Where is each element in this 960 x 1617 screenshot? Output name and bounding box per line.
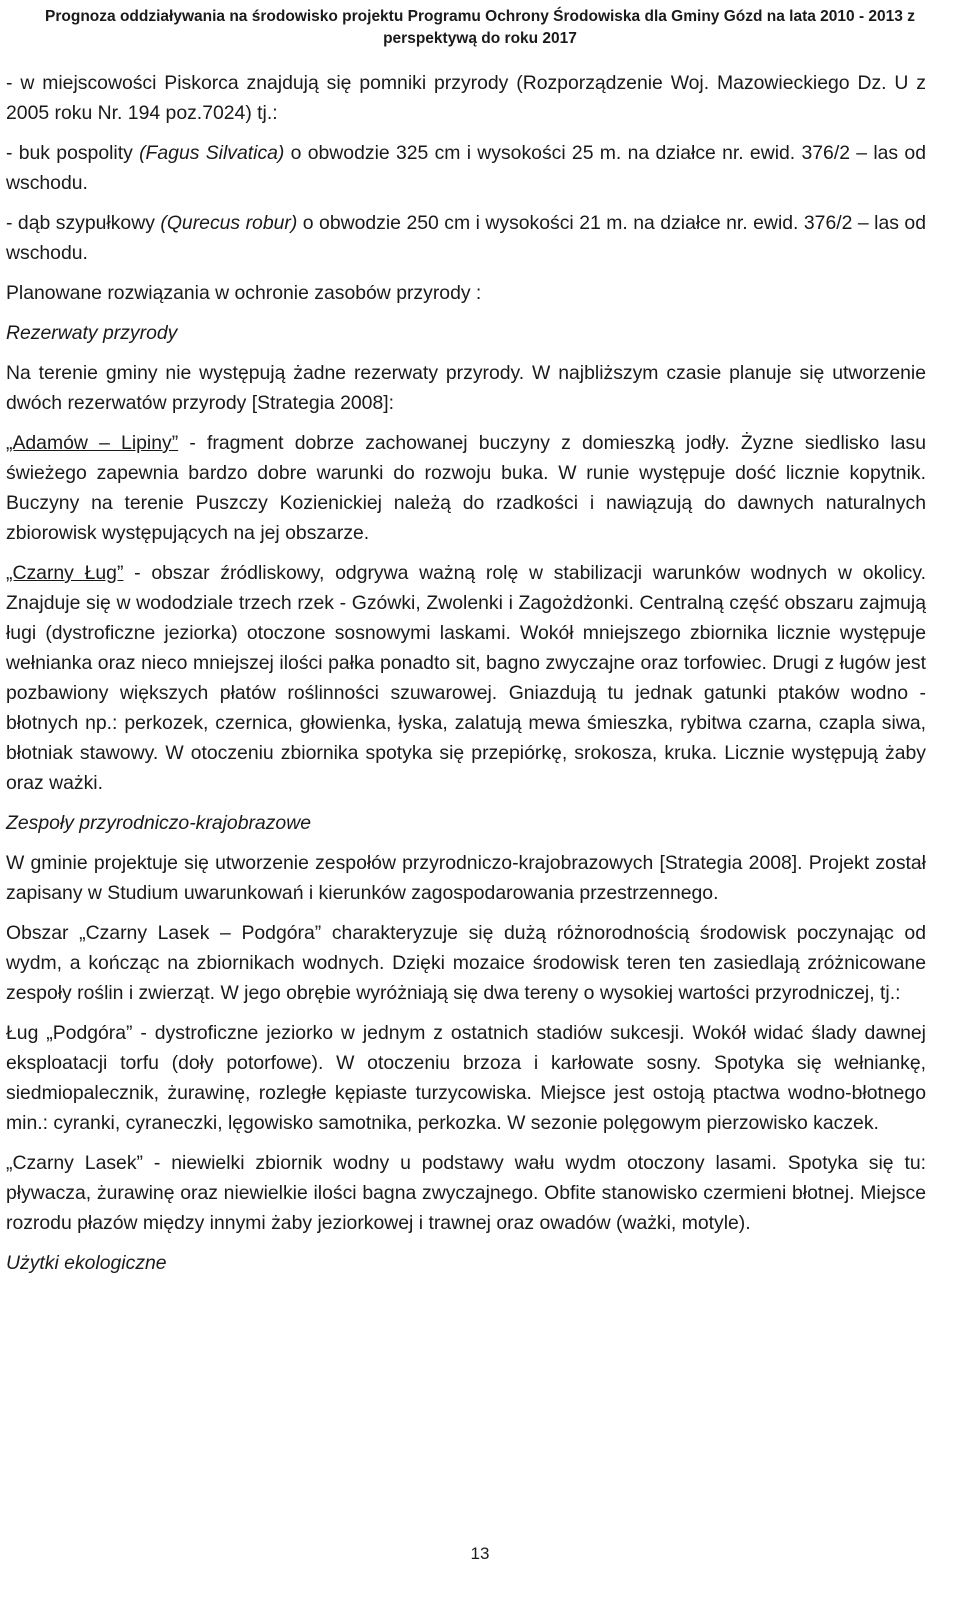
reserve-adamow-text: - fragment dobrze zachowanej buczyny z domieszką jodły. Żyzne siedlisko lasu świeżego zapewnia bardzo dobre warunki do rozwoju buka. W runie występuje dość licznie kopytnik. Buczyny na terenie Puszczy Kozienickiej należą do rzadkości i nawiązują do dawnych naturalnych zbiorowisk występujących na jej obszarze. <box>6 432 926 544</box>
complexes-paragraph-2: Obszar „Czarny Lasek – Podgóra” charakteryzuje się dużą różnorodnością środowisk poczynając od wydm, a kończąc na zbiornikach wodnych. Dzięki mozaice środowisk teren ten zasiedlają zróżnicowane zespoły roślin i zwierząt. W jego obrębie wyróżniają się dwa tereny o wysokiej wartości przyrodniczej, tj.: <box>6 922 926 1004</box>
page-content <box>6 68 926 1288</box>
header-line-2: perspektywą do roku 2017 <box>383 30 577 47</box>
monument-oak-latin: (Qurecus robur) <box>160 212 298 234</box>
monument-beech <box>6 138 926 198</box>
reserve-czarny-lug-name: „Czarny Ług” <box>6 562 124 584</box>
monument-oak-prefix: - dąb szypułkowy <box>6 212 161 234</box>
page-number: 13 <box>470 1544 490 1563</box>
complexes-paragraph-1: W gminie projektuje się utworzenie zespołów przyrodniczo-krajobrazowych [Strategia 2008]. Projekt został zapisany w Studium uwarunkowań i kierunków zagospodarowania przestrzennego. <box>6 852 926 904</box>
reserve-czarny-lug-text: - obszar źródliskowy, odgrywa ważną rolę w stabilizacji warunków wodnych w okolicy. Znajduje się w wododziale trzech rzek - Gzówki, Zwolenki i Zagożdżonki. Centralną część obszaru zajmują ługi (dystroficzne jeziorka) otoczone sosnowymi laskami. Wokół mniejszego zbiornika licznie występuje wełnianka oraz nieco mniejszej ilości pałka ponadto sit, bagno zwyczajne oraz torfowiec. Drugi z ługów jest pozbawiony większych płatów roślinności szuwarowej. Gniazdują tu jednak gatunki ptaków wodno - błotnych np.: perkozek, czernica, głowienka, łyska, zalatują mewa śmieszka, rybitwa czarna, czapla siwa, błotniak stawowy. W otoczeniu zbiornika spotyka się przepiórkę, srokosza, kruka. Licznie występują żaby oraz ważki. <box>6 562 927 794</box>
intro-paragraph: - w miejscowości Piskorca znajdują się pomniki przyrody (Rozporządzenie Woj. Mazowieckiego Dz. U z 2005 roku Nr. 194 poz.7024) tj.: <box>6 72 926 124</box>
monument-beech-latin: (Fagus Silvatica) <box>139 142 285 164</box>
reserve-adamow-name: „Adamów – Lipiny” <box>6 432 179 454</box>
monument-beech-prefix: - buk pospolity <box>6 142 140 164</box>
reserve-czarny-lug <box>6 558 926 798</box>
monument-oak-suffix: o obwodzie 250 cm i wysokości 21 m. na działce nr. ewid. 376/2 – las od wschodu. <box>6 212 926 264</box>
ecological-heading: Użytki ekologiczne <box>6 1252 167 1274</box>
complexes-paragraph-4: „Czarny Lasek” - niewielki zbiornik wodny u podstawy wału wydm otoczony lasami. Spotyka się tu: pływacza, żurawinę oraz niewielkie ilości bagna zwyczajnego. Obfite stanowisko czermieni błotnej. Miejsce rozrodu płazów między innymi żaby jeziorkowej i trawnej oraz owadów (ważki, motyle). <box>6 1152 926 1234</box>
page-header <box>0 6 960 50</box>
monument-beech-suffix: o obwodzie 325 cm i wysokości 25 m. na działce nr. ewid. 376/2 – las od wschodu. <box>6 142 926 194</box>
complexes-paragraph-3: Ług „Podgóra” - dystroficzne jeziorko w jednym z ostatnich stadiów sukcesji. Wokół widać ślady dawnej eksploatacji torfu (doły potorfowe). W otoczeniu brzoza i karłowate sosny. Spotyka się wełniankę, siedmiopalecznik, żurawinę, rozległe kępiaste turzycowiska. Miejsce jest ostoją ptactwa wodno-błotnego min.: cyranki, cyraneczki, lęgowisko samotnika, perkozka. W sezonie polęgowym pierzowisko kaczek. <box>6 1022 926 1134</box>
reserve-adamow <box>6 428 926 548</box>
planned-solutions-title: Planowane rozwiązania w ochronie zasobów przyrody : <box>6 282 482 304</box>
reserves-intro: Na terenie gminy nie występują żadne rezerwaty przyrody. W najbliższym czasie planuje się utworzenie dwóch rezerwatów przyrody [Strategia 2008]: <box>6 362 926 414</box>
complexes-heading: Zespoły przyrodniczo-krajobrazowe <box>6 812 311 834</box>
monument-oak <box>6 208 926 268</box>
reserves-heading: Rezerwaty przyrody <box>6 322 178 344</box>
header-line-1: Prognoza oddziaływania na środowisko projektu Programu Ochrony Środowiska dla Gminy Gózd na lata 2010 - 2013 z <box>45 8 915 25</box>
